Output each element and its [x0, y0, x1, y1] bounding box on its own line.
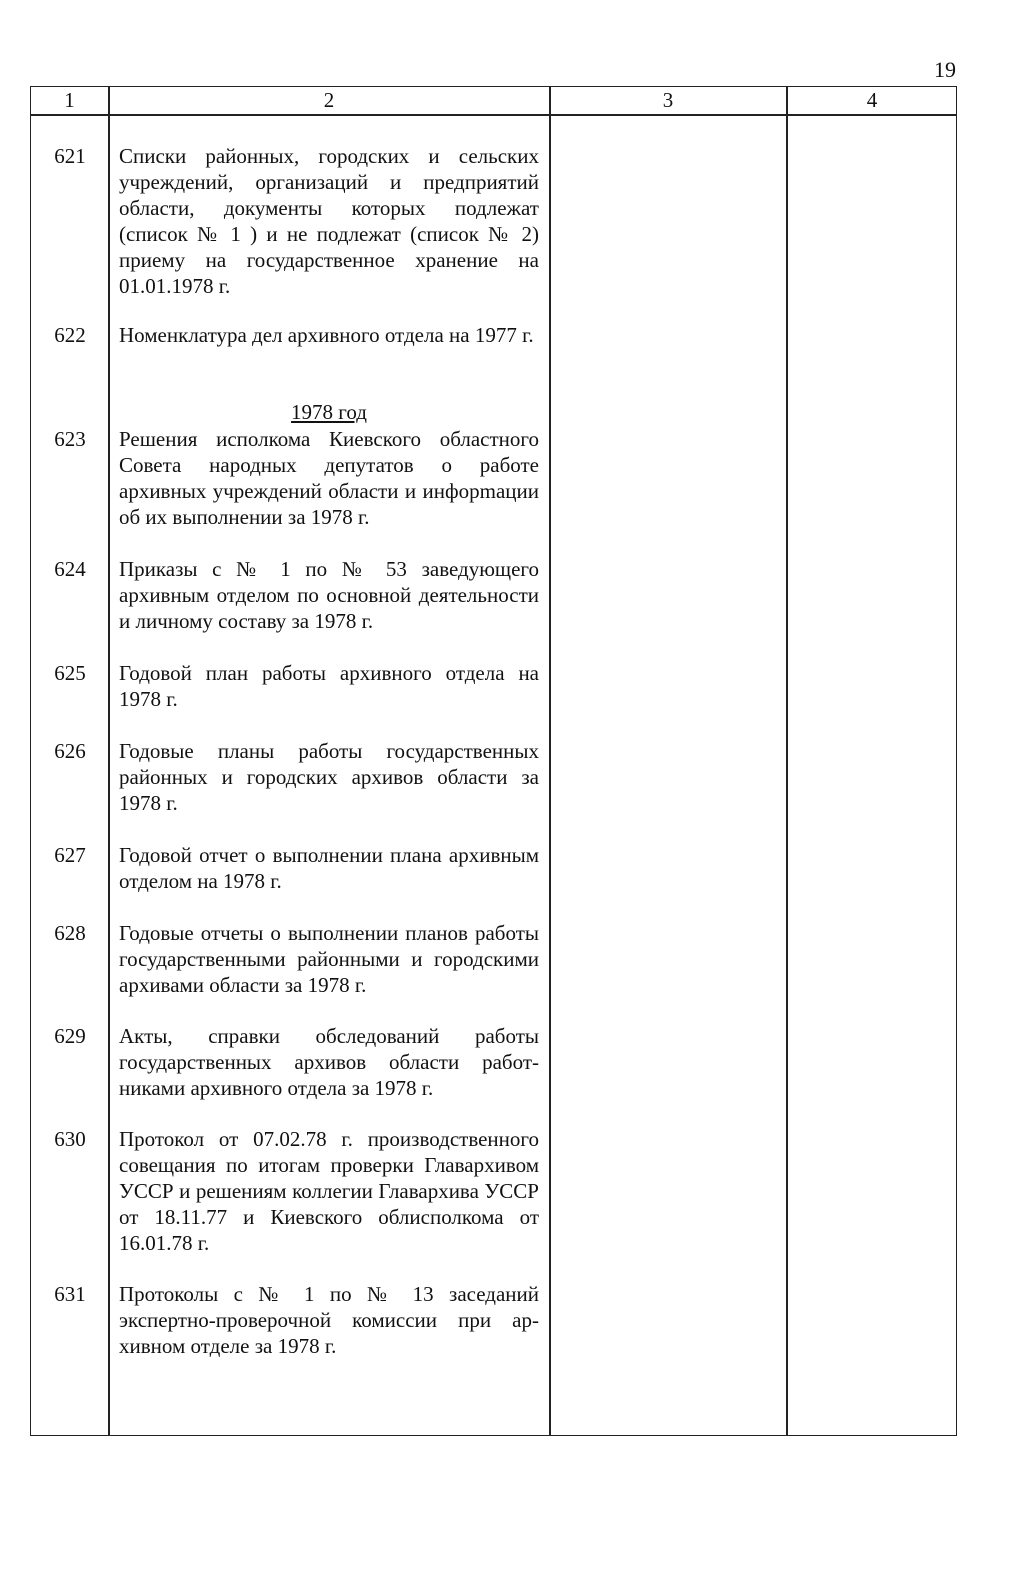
entry-description: Решения исполкома Киевского областного Совета народных депутатов о работе архивных учреждений области и инфорmации об их выполнении за 1978 г. — [119, 427, 539, 529]
entry-number: 628 — [54, 921, 86, 945]
entry-description: Годовой план работы архивного отдела на 1978 г. — [119, 661, 539, 711]
entry-number: 623 — [54, 427, 86, 451]
entry-description: Годовой отчет о выполнении плана архивным отделом на 1978 г. — [119, 843, 539, 893]
entry-number: 631 — [54, 1282, 86, 1306]
entry-number: 626 — [54, 739, 86, 763]
entry-description: Приказы с № 1 по № 53 заведующего архивным отделом по основной деятельности и личному составу за 1978 г. — [119, 557, 539, 633]
column-header-2: 2 — [323, 88, 335, 112]
entry-number: 622 — [54, 323, 86, 347]
entry-description: Списки районных, городских и сельских учреждений, организаций и предприятий области, документы которых подлежат (список № 1 ) и не подлежат (список № 2) приему на государственное хранение на 01.01.1978 г. — [119, 144, 539, 298]
column-header-3: 3 — [662, 88, 674, 112]
entry-number: 629 — [54, 1024, 86, 1048]
entry-number: 625 — [54, 661, 86, 685]
entry-number: 621 — [54, 144, 86, 168]
year-heading: 1978 год — [291, 400, 367, 424]
page-number: 19 — [934, 57, 956, 82]
column-divider-3 — [786, 86, 788, 1436]
entry-description: Номенклатура дел архивного отдела на 1977 г. — [119, 323, 534, 347]
entry-description: Годовые планы работы государственных районных и городских архивов области за 1978 г. — [119, 739, 539, 815]
entry-number: 630 — [54, 1127, 86, 1151]
entry-description: Протокол от 07.02.78 г. производственного совещания по итогам проверки Главархивом УССР и решениям коллегии Главархива УССР от 18.11.77 и Киевского облисполкома от 16.01.78 г. — [119, 1127, 539, 1255]
header-divider — [30, 114, 957, 116]
column-header-1: 1 — [64, 88, 75, 112]
entry-number: 627 — [54, 843, 86, 867]
entry-description: Годовые отчеты о выполнении планов работы государственными районными и городскими архивами области за 1978 г. — [119, 921, 539, 997]
entry-description: Акты, справки обследований работы государственных архивов области работниками архивного отдела за 1978 г. — [119, 1024, 539, 1100]
entry-number: 624 — [54, 557, 86, 581]
entry-description: Протоколы с № 1 по № 13 заседаний экспертно-проверочной комиссии при архивном отделе за 1978 г. — [119, 1282, 539, 1358]
column-header-4: 4 — [866, 88, 878, 112]
column-divider-2 — [549, 86, 551, 1436]
